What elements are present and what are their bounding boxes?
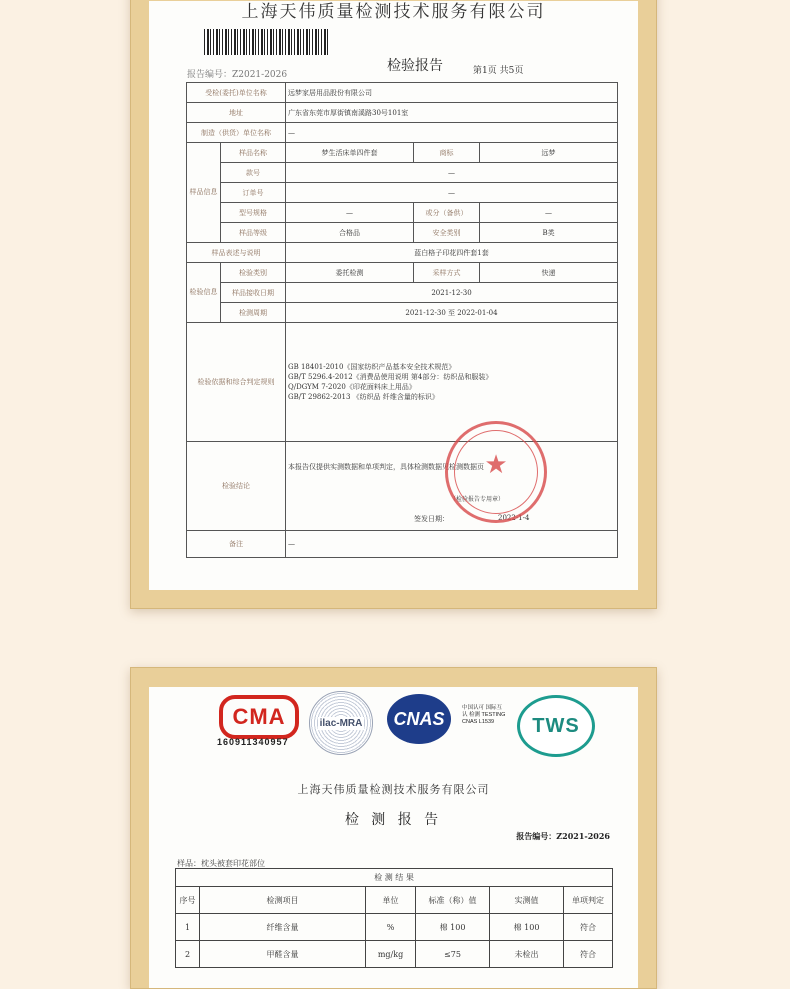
cnas-caption: 中国认可 国际互认 检测 TESTING CNAS L1539 — [462, 705, 506, 725]
period-label: 检测周期 — [221, 303, 286, 323]
table-row — [176, 869, 613, 887]
report-number: 报告编号：Z2021-2026 — [187, 70, 288, 80]
results-table — [175, 868, 613, 968]
batch-label: 或分（备供） — [414, 203, 480, 223]
address-label: 地址 — [187, 103, 286, 123]
report-info-table — [186, 82, 618, 558]
conclusion-text: 本报告仅提供实测数据和单项判定，具体检测数据见检测数据页 — [288, 463, 484, 471]
company-name: 上海天伟质量检测技术服务有限公司 — [241, 2, 546, 22]
receive-label: 样品接收日期 — [221, 283, 286, 303]
column-header: 单项判定 — [564, 887, 613, 914]
table-row — [187, 83, 618, 103]
receive-value: 2021-12-30 — [286, 283, 618, 303]
model-no-label: 款号 — [221, 163, 286, 183]
table-row — [187, 143, 618, 163]
model-no-value: — — [286, 163, 618, 183]
brand-value: 远梦 — [480, 143, 618, 163]
tws-logo — [517, 695, 595, 757]
table-row — [187, 243, 618, 263]
period-value: 2021-12-30 至 2022-01-04 — [286, 303, 618, 323]
table-cell: % — [366, 914, 416, 941]
cnas-logo — [387, 694, 451, 744]
table-row — [187, 103, 618, 123]
remark-value: — — [286, 531, 618, 558]
report-frame-1 — [130, 0, 657, 609]
sample-name-2: 样品：枕头被套印花部位 — [177, 859, 265, 868]
ilac-logo-text: ilac-MRA — [319, 717, 363, 729]
safety-label: 安全类别 — [414, 223, 480, 243]
table-header-row — [176, 887, 613, 914]
company-name-2: 上海天伟质量检测技术服务有限公司 — [297, 783, 490, 796]
table-cell: 未检出 — [490, 941, 564, 968]
column-header: 标准（称）值 — [416, 887, 490, 914]
order-no-label: 订单号 — [221, 183, 286, 203]
table-row — [187, 442, 618, 531]
column-header: 单位 — [366, 887, 416, 914]
test-info-label: 检验信息 — [187, 263, 221, 323]
column-header: 实测值 — [490, 887, 564, 914]
table-cell: 1 — [176, 914, 200, 941]
table-cell: 棉 100 — [490, 914, 564, 941]
conclusion-label: 检验结论 — [187, 442, 286, 531]
table-row — [187, 283, 618, 303]
client-label: 受检(委托)单位名称 — [187, 83, 286, 103]
table-cell: 2 — [176, 941, 200, 968]
seal-star-icon: ★ — [484, 450, 508, 480]
column-header: 检测项目 — [200, 887, 366, 914]
desc-value: 蓝白格子印花四件套1套 — [286, 243, 618, 263]
maker-value: — — [286, 123, 618, 143]
tws-logo-text: TWS — [532, 714, 580, 737]
address-value: 广东省东莞市厚街镇南溪路30号101室 — [286, 103, 618, 123]
barcode — [204, 29, 330, 55]
sampling-label: 采样方式 — [414, 263, 480, 283]
table-row — [187, 323, 618, 442]
table-cell: 甲醛含量 — [200, 941, 366, 968]
basis-label: 检验依据和综合判定规则 — [187, 323, 286, 442]
remark-label: 备注 — [187, 531, 286, 558]
table-cell: 符合 — [564, 914, 613, 941]
table-row — [187, 303, 618, 323]
table-row — [176, 914, 613, 941]
table-row — [187, 203, 618, 223]
basis-item: GB 18401-2010《国家纺织产品基本安全技术规范》 — [288, 363, 456, 371]
sampling-value: 快递 — [480, 263, 618, 283]
report-title: 检验报告 — [387, 58, 443, 74]
table-cell: 符合 — [564, 941, 613, 968]
table-row — [187, 263, 618, 283]
sample-name-label: 样品名称 — [221, 143, 286, 163]
desc-label: 样品表述与说明 — [187, 243, 286, 263]
table-cell: 棉 100 — [416, 914, 490, 941]
basis-item: Q/DGYM 7-2020《印花面料床上用品》 — [288, 383, 416, 391]
issue-date-value: 2022-1-4 — [498, 514, 530, 522]
table-row — [187, 531, 618, 558]
safety-value: B类 — [480, 223, 618, 243]
page-number: 第1页 共5页 — [473, 66, 524, 76]
grade-label: 样品等级 — [221, 223, 286, 243]
test-type-label: 检验类别 — [221, 263, 286, 283]
batch-value: — — [480, 203, 618, 223]
table-row — [187, 183, 618, 203]
stamp-caption: （检验报告专用章） — [450, 496, 505, 503]
spec-label: 型号规格 — [221, 203, 286, 223]
spec-value: — — [286, 203, 414, 223]
order-no-value: — — [286, 183, 618, 203]
maker-label: 制造（供货）单位名称 — [187, 123, 286, 143]
column-header: 序号 — [176, 887, 200, 914]
results-title: 检 测 结 果 — [176, 869, 613, 887]
table-row — [187, 123, 618, 143]
official-seal — [445, 421, 547, 523]
table-cell: 纤维含量 — [200, 914, 366, 941]
basis-item: GB/T 29862-2013 《纺织品 纤维含量的标识》 — [288, 393, 439, 401]
issue-date-label: 签发日期： — [414, 515, 449, 523]
table-cell: ≤75 — [416, 941, 490, 968]
brand-label: 商标 — [414, 143, 480, 163]
test-type-value: 委托检测 — [286, 263, 414, 283]
table-cell: mg/kg — [366, 941, 416, 968]
ilac-mra-logo — [309, 691, 373, 755]
report-page-1 — [149, 1, 638, 590]
table-row — [187, 223, 618, 243]
table-row — [187, 163, 618, 183]
sample-info-label: 样品信息 — [187, 143, 221, 243]
report-page-2 — [149, 687, 638, 988]
basis-item: GB/T 5296.4-2012《消费品使用说明 第4部分：纺织品和服装》 — [288, 373, 493, 381]
sample-name-value: 梦生活床单四件套 — [286, 143, 414, 163]
report-number-2: 报告编号：Z2021-2026 — [516, 831, 610, 841]
report-frame-2 — [130, 667, 657, 989]
basis-list — [286, 323, 618, 442]
report-title-2: 检 测 报 告 — [344, 812, 443, 828]
cma-number: 160911340957 — [217, 737, 289, 747]
cma-logo — [219, 695, 299, 739]
grade-value: 合格品 — [286, 223, 414, 243]
client-value: 远梦家居用品股份有限公司 — [286, 83, 618, 103]
cma-logo-text: CMA — [232, 704, 286, 729]
table-row — [176, 941, 613, 968]
cnas-logo-text: CNAS — [393, 708, 445, 729]
